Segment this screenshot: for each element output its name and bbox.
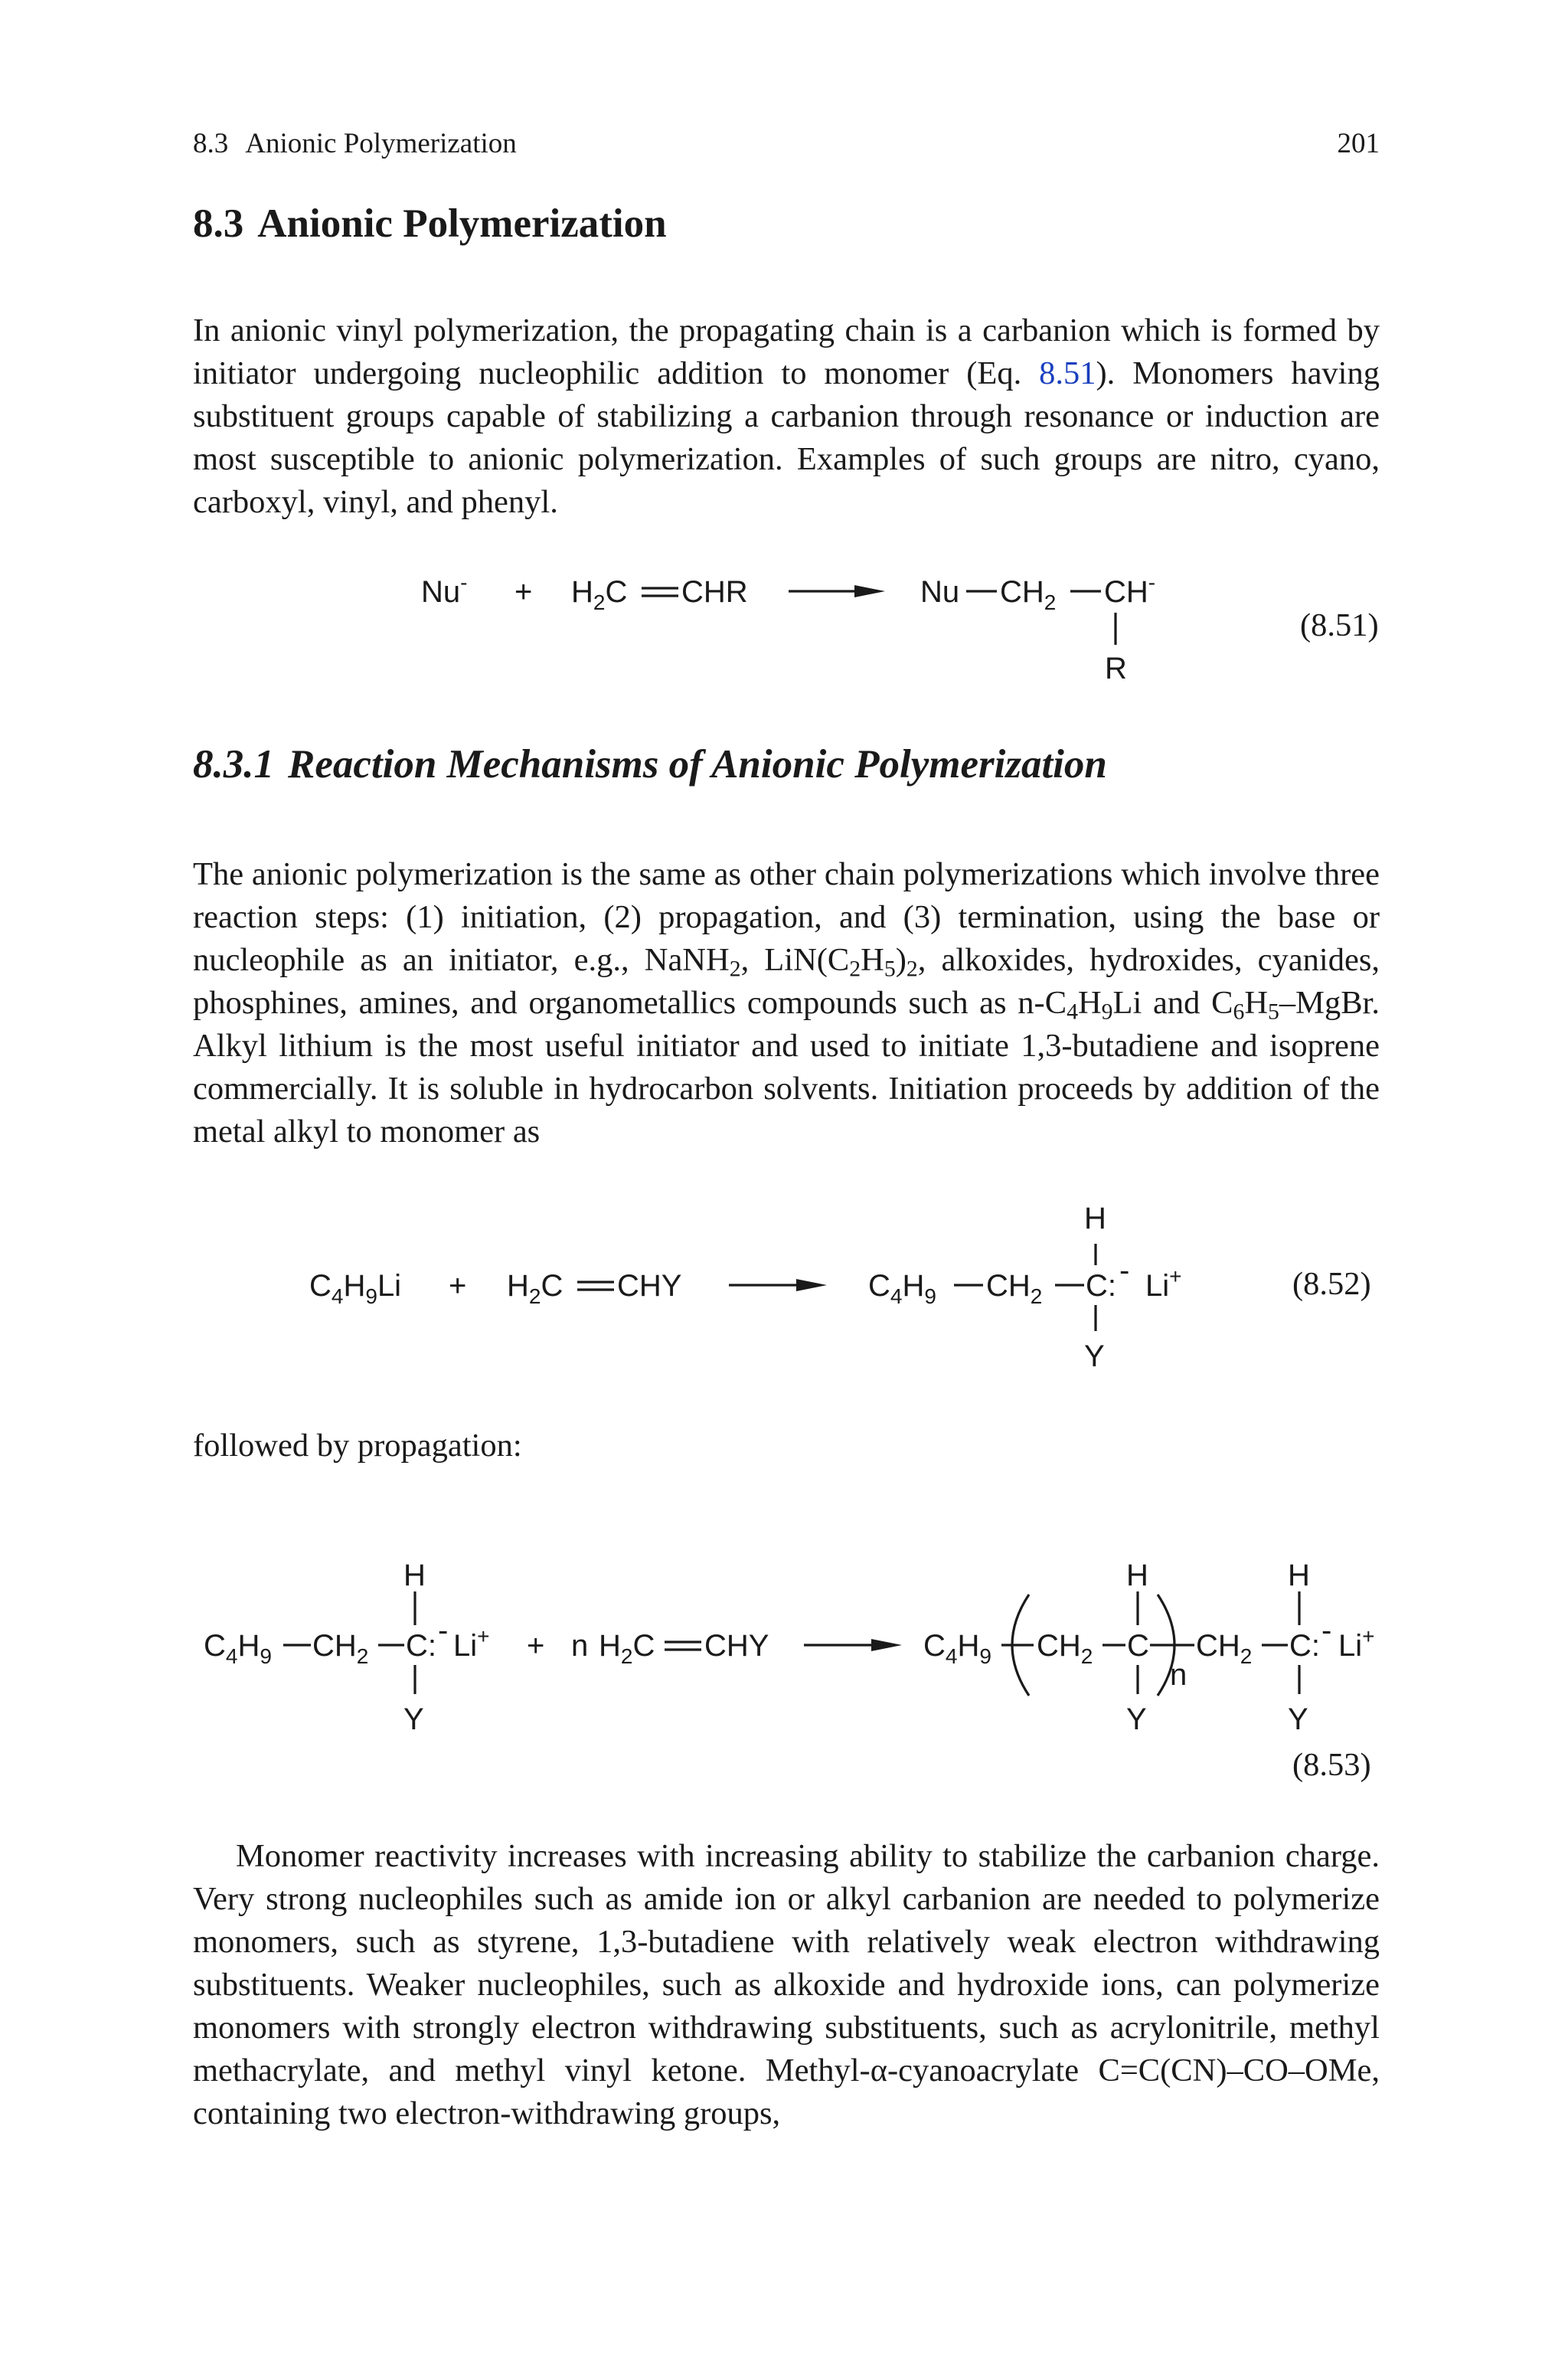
- eq53-sub9: 9: [260, 1644, 272, 1668]
- eq53-h3: H: [957, 1629, 980, 1663]
- p2-t6: H: [1077, 985, 1102, 1021]
- eq53-ch2-end: [1196, 1629, 1252, 1668]
- eq51-ch2-h: H: [1021, 575, 1044, 609]
- p2-s3: 5: [884, 956, 896, 982]
- eq51-r: R: [1105, 652, 1127, 685]
- eq53-h2c: [599, 1629, 655, 1668]
- eq51-arrow-head: [854, 585, 885, 597]
- subsection-number: 8.3.1: [193, 742, 274, 787]
- eq52-bottom-y: Y: [1084, 1339, 1105, 1373]
- eq53-ch-repeat: CH: [1037, 1629, 1081, 1663]
- eq53-repeat-n: n: [1170, 1658, 1187, 1692]
- eq52-plus: +: [449, 1269, 467, 1303]
- eq53-li-end: Li: [1338, 1629, 1363, 1663]
- eq53-sub2d: 2: [1240, 1644, 1253, 1668]
- eq53-c-repeat: C: [1127, 1629, 1149, 1663]
- eq52-minus: -: [1119, 1254, 1130, 1287]
- eq53-sub9b: 9: [979, 1644, 991, 1668]
- eq53-top-h-1: H: [403, 1559, 426, 1592]
- eq53-plus: +: [527, 1629, 545, 1663]
- eq51-h: H: [571, 575, 593, 609]
- eq52-li-plus: [1145, 1264, 1182, 1303]
- eq51-c: C: [605, 575, 628, 609]
- eq53-li-plus-end: [1338, 1624, 1375, 1663]
- eq53-li: Li: [453, 1629, 478, 1663]
- eq52-sub9: 9: [365, 1284, 377, 1308]
- eq51-ch2-c: C: [1000, 575, 1022, 609]
- p2-s4: 2: [906, 956, 918, 982]
- eq52-sub2: 2: [528, 1284, 541, 1308]
- eq53-top-h-2: H: [1126, 1559, 1148, 1592]
- eq52-c-colon: C:: [1086, 1269, 1116, 1303]
- eq53-c: C: [204, 1629, 226, 1663]
- eq51-ch-charge: -: [1148, 571, 1156, 594]
- eq52-h3: H: [902, 1269, 925, 1303]
- eq53-c2: C: [632, 1629, 655, 1663]
- eq52-ch: CH: [986, 1269, 1031, 1303]
- p2-t2: , LiN(C: [740, 942, 850, 978]
- p2-s8: 5: [1268, 999, 1279, 1025]
- p2-t9: –MgBr. Alkyl lithium is the most useful initiator and used to initiate 1,3-butadiene and isoprene commercially. It is soluble in hydrocarbon solvents. Initiation proceeds by addition of the metal alkyl to monomer as: [193, 985, 1380, 1150]
- eq53-bottom-y-2: Y: [1126, 1703, 1147, 1736]
- eq53-bottom-y-1: Y: [403, 1703, 424, 1736]
- paragraph-propagation-lead: followed by propagation:: [193, 1428, 522, 1464]
- equation-number-8-52: (8.52): [1292, 1266, 1371, 1302]
- equation-8-53: [204, 1559, 1375, 1783]
- equation-link-8-51[interactable]: 8.51: [1039, 355, 1096, 391]
- running-header-section-name: Anionic Polymerization: [245, 127, 517, 159]
- eq51-nu-text: Nu: [421, 575, 461, 609]
- eq51-ch: CH: [1104, 575, 1148, 609]
- eq53-ch2: [312, 1629, 368, 1668]
- eq53-c-colon: C:: [406, 1629, 436, 1663]
- section-title-text: Anionic Polymerization: [257, 201, 667, 246]
- equation-8-52: [309, 1202, 1371, 1373]
- eq53-h2: H: [599, 1629, 621, 1663]
- p2-t7: Li and C: [1112, 985, 1233, 1021]
- eq52-h: H: [343, 1269, 366, 1303]
- eq53-sub2b: 2: [620, 1644, 633, 1668]
- eq53-ch-end: CH: [1196, 1629, 1240, 1663]
- paragraph-intro-text-a: In anionic vinyl polymerization, the propagating chain is a carbanion which is formed by initiator undergoing nucleophilic addition to monomer (Eq.: [193, 312, 1380, 391]
- equation-number-8-51: (8.51): [1300, 607, 1379, 643]
- eq51-nu-product: Nu: [920, 575, 960, 609]
- eq52-plus-sup: +: [1169, 1264, 1182, 1288]
- running-header-section-number: 8.3: [193, 127, 229, 159]
- eq52-li: Li: [377, 1269, 402, 1303]
- p2-t5: , alkoxides, hydroxides, cyanides, phosphines, amines, and organometallics compounds such as n-C: [193, 942, 1380, 1021]
- eq52-c3: C: [868, 1269, 890, 1303]
- eq53-minus-end: -: [1321, 1614, 1332, 1647]
- eq52-sub9b: 9: [924, 1284, 936, 1308]
- eq53-li-plus: [453, 1624, 490, 1663]
- eq52-ch2: [986, 1269, 1042, 1308]
- eq52-h2: H: [507, 1269, 529, 1303]
- eq51-nu: [421, 571, 467, 609]
- eq51-ch2-sub: 2: [1044, 590, 1057, 614]
- p2-t8: H: [1244, 985, 1269, 1021]
- p2-t1: The anionic polymerization is the same as other chain polymerizations which involve three reaction steps: (1) initiation, (2) propagation, and (3) termination, using the base or nucleophile as an initiator, e.g., NaNH: [193, 856, 1380, 978]
- p2-s7: 6: [1233, 999, 1245, 1025]
- eq53-plus-sup: +: [477, 1624, 490, 1648]
- eq53-plus-sup-end: +: [1362, 1624, 1375, 1648]
- eq53-bottom-y-3: Y: [1288, 1703, 1308, 1736]
- section-number: 8.3: [193, 201, 244, 246]
- eq53-arrow-head: [871, 1639, 902, 1651]
- eq52-sub4b: 4: [890, 1284, 903, 1308]
- eq53-minus: -: [438, 1614, 449, 1647]
- eq52-sub4: 4: [331, 1284, 344, 1308]
- eq51-ch-minus: [1104, 571, 1155, 609]
- eq51-nu-charge: -: [460, 571, 468, 594]
- eq52-c2: C: [541, 1269, 564, 1303]
- eq53-c3: C: [923, 1629, 946, 1663]
- eq51-ch2: [1000, 575, 1056, 614]
- eq51-chr: CHR: [681, 575, 748, 609]
- eq52-h2c: [507, 1269, 563, 1308]
- eq52-c: C: [309, 1269, 332, 1303]
- eq52-sub2b: 2: [1030, 1284, 1043, 1308]
- paragraph-reactivity: Monomer reactivity increases with increasing ability to stabilize the carbanion charge. Very strong nucleophiles such as amide ion or alkyl carbanion are needed to polymerize monomers, such as styrene, 1,3-butadiene with relatively weak electron withdrawing substituents. Weaker nucleophiles, such as alkoxide and hydroxide ions, can polymerize monomers with strongly electron withdrawing substituents, such as acrylonitrile, methyl methacrylate, and methyl vinyl ketone. Methyl-α-cyanoacrylate C=C(CN)–CO–OMe, containing two electron-withdrawing groups,: [193, 1838, 1380, 2131]
- paragraph-intro-text-b: ). Monomers having substituent groups capable of stabilizing a carbanion through resonance or induction are most susceptible to anionic polymerization. Examples of such groups are nitro, cyano, carboxyl, vinyl, and phenyl.: [193, 355, 1380, 520]
- eq51-sub2: 2: [593, 590, 606, 614]
- p2-s5: 4: [1067, 999, 1078, 1025]
- eq53-sub2c: 2: [1080, 1644, 1093, 1668]
- eq53-c4h9: [204, 1629, 272, 1668]
- subsection-title-text: Reaction Mechanisms of Anionic Polymerization: [288, 742, 1107, 787]
- eq52-chy: CHY: [617, 1269, 682, 1303]
- p2-s1: 2: [729, 956, 741, 982]
- eq53-h: H: [237, 1629, 260, 1663]
- eq53-chy: CHY: [704, 1629, 769, 1663]
- eq51-plus: +: [514, 575, 533, 609]
- eq52-top-h: H: [1084, 1202, 1106, 1235]
- eq53-top-h-3: H: [1288, 1559, 1310, 1592]
- equation-number-8-53: (8.53): [1292, 1747, 1371, 1783]
- eq52-c4h9li: [309, 1269, 401, 1308]
- eq53-sub4b: 4: [945, 1644, 958, 1668]
- page-number: 201: [1337, 127, 1380, 159]
- eq53-ch: CH: [312, 1629, 357, 1663]
- eq52-arrow-head: [796, 1279, 827, 1291]
- eq53-c-colon-end: C:: [1289, 1629, 1320, 1663]
- eq53-ch2-repeat: [1037, 1629, 1093, 1668]
- eq51-h2c: [571, 575, 627, 614]
- p2-s2: 2: [849, 956, 861, 982]
- eq53-sub4: 4: [225, 1644, 238, 1668]
- eq52-c4h9: [868, 1269, 936, 1308]
- p2-t4: ): [895, 942, 906, 978]
- eq53-c4h9-product: [923, 1629, 991, 1668]
- eq52-li2: Li: [1145, 1269, 1170, 1303]
- p2-s6: 9: [1101, 999, 1113, 1025]
- eq53-sub2: 2: [356, 1644, 369, 1668]
- equation-8-51: [421, 571, 1379, 685]
- eq53-n: n: [571, 1629, 589, 1663]
- p2-t3: H: [861, 942, 884, 978]
